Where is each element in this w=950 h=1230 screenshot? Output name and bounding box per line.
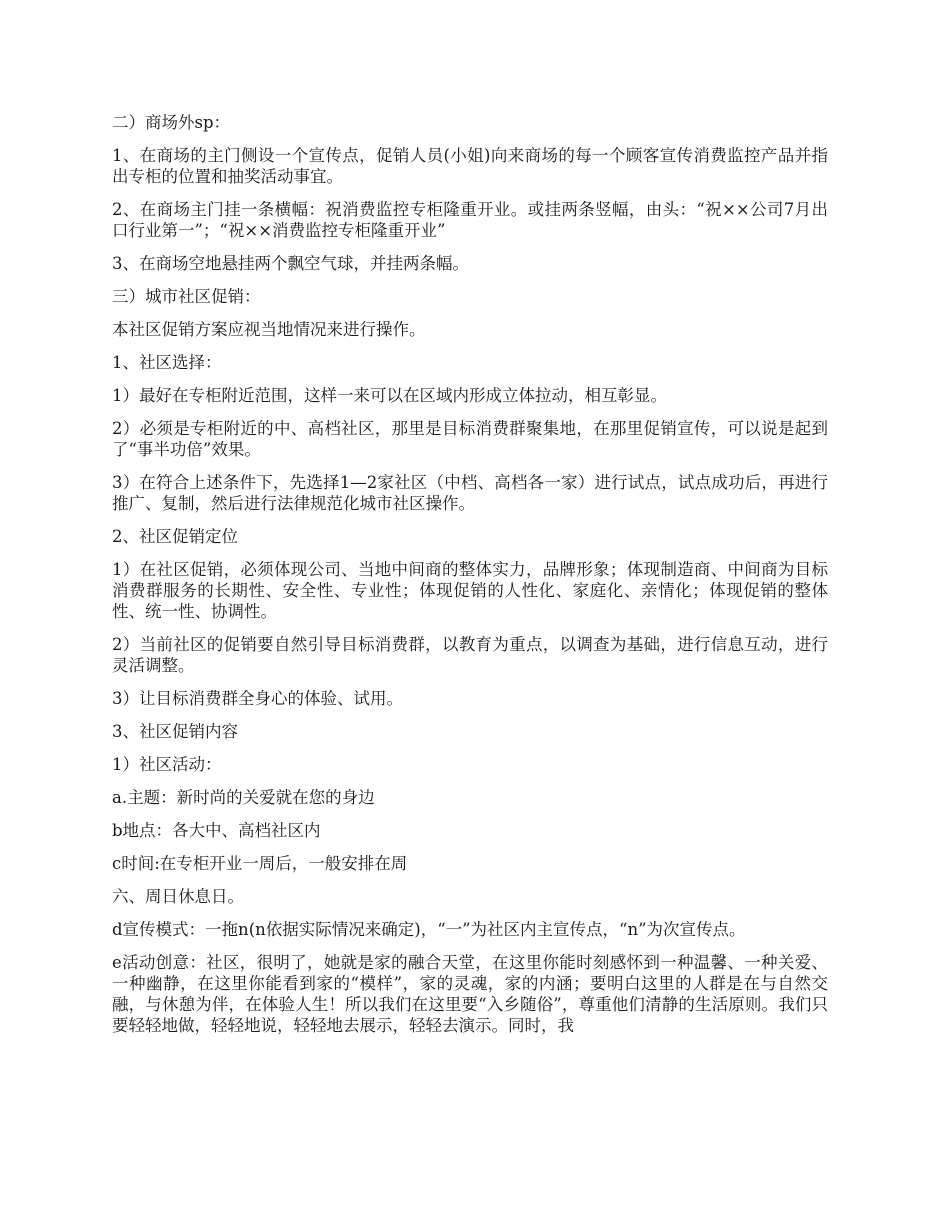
paragraph: 3、在商场空地悬挂两个飘空气球，并挂两条幅。	[112, 254, 469, 273]
paragraph: a.主题：新时尚的关爱就在您的身边	[112, 788, 375, 807]
paragraph: 1）在社区促销，必须体现公司、当地中间商的整体实力，品牌形象；体现制造商、中间商为目标消费群服务的长期性、安全性、专业性；体现促销的人性化、家庭化、亲情化；体现促销的整体性、统一性、协调性。	[112, 560, 828, 621]
paragraph: c时间:在专柜开业一周后，一般安排在周	[112, 854, 408, 873]
paragraph: 3）让目标消费群全身心的体验、试用。	[112, 689, 403, 708]
paragraph: 本社区促销方案应视当地情况来进行操作。	[112, 320, 426, 339]
paragraph: d宣传模式：一拖n(n依据实际情况来确定)，“一”为社区内主宣传点，“n”为次宣传点。	[112, 920, 746, 939]
subheading-promotion-positioning: 2、社区促销定位	[112, 527, 238, 546]
subheading-community-selection: 1、社区选择：	[112, 353, 222, 372]
document-page	[112, 112, 828, 1048]
paragraph: 1）最好在专柜附近范围，这样一来可以在区域内形成立体拉动，相互彰显。	[112, 386, 667, 405]
paragraph: 3）在符合上述条件下，先选择1—2家社区（中档、高档各一家）进行试点，试点成功后，再进行推广、复制，然后进行法律规范化城市社区操作。	[112, 473, 828, 513]
paragraph: 六、周日休息日。	[112, 887, 244, 906]
paragraph: 1）社区活动：	[112, 755, 222, 774]
paragraph: 2、在商场主门挂一条横幅：祝消费监控专柜隆重开业。或挂两条竖幅，由头：“祝××公司7月出口行业第一”；“祝××消费监控专柜隆重开业”	[112, 200, 828, 240]
subheading-promotion-content: 3、社区促销内容	[112, 722, 238, 741]
paragraph: 1、在商场的主门侧设一个宣传点，促销人员(小姐)向来商场的每一个顾客宣传消费监控产品并指出专柜的位置和抽奖活动事宜。	[112, 146, 828, 186]
heading-community-promotion: 三）城市社区促销：	[112, 287, 261, 306]
paragraph: b地点：各大中、高档社区内	[112, 821, 321, 840]
heading-mall-outside: 二）商场外sp：	[112, 113, 231, 132]
paragraph: 2）当前社区的促销要自然引导目标消费群，以教育为重点，以调查为基础，进行信息互动，进行灵活调整。	[112, 635, 828, 675]
paragraph: 2）必须是专柜附近的中、高档社区，那里是目标消费群聚集地，在那里促销宣传，可以说是起到了“事半功倍”效果。	[112, 419, 828, 459]
paragraph: e活动创意：社区，很明了，她就是家的融合天堂，在这里你能时刻感怀到一种温馨、一种关爱、一种幽静，在这里你能看到家的“模样”，家的灵魂，家的内涵；要明白这里的人群是在与自然交融，与休憩为伴，在体验人生！所以我们在这里要“入乡随俗”，尊重他们清静的生活原则。我们只要轻轻地做，轻轻地说，轻轻地去展示，轻轻去演示。同时，我	[112, 953, 828, 1035]
